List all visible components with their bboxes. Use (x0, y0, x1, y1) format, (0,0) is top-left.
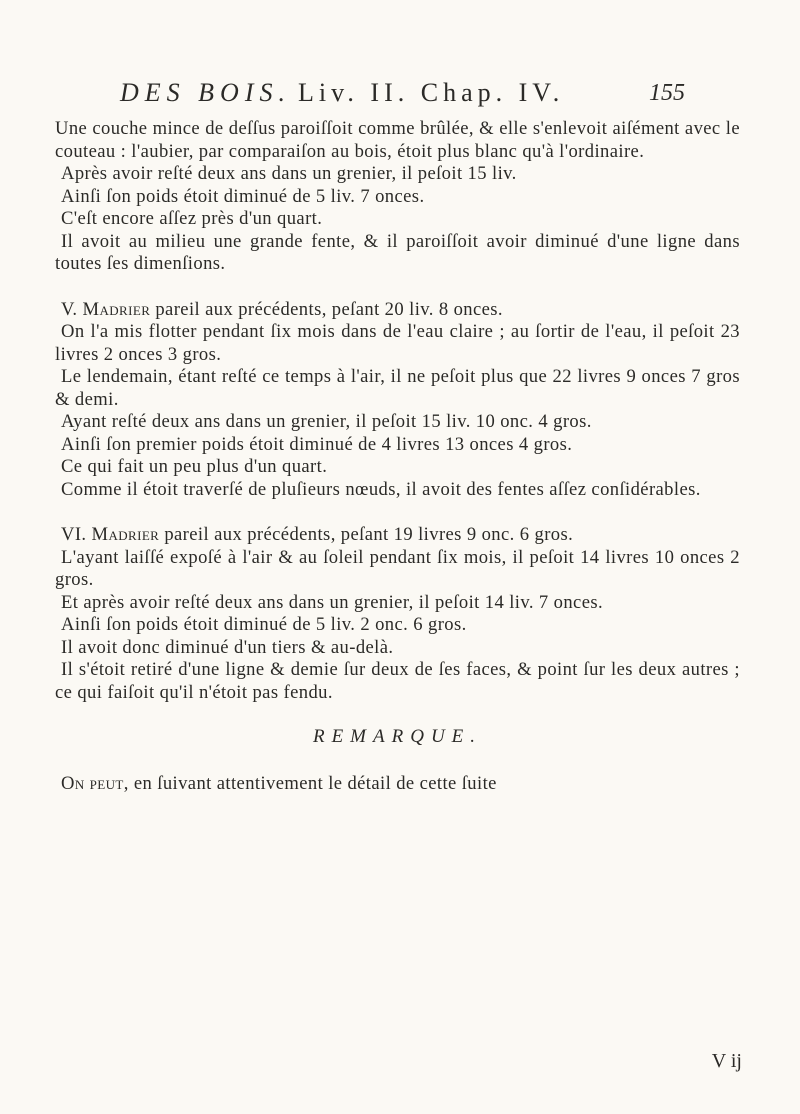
paragraph: Une couche mince de deſſus paroiſſoit comme brûlée, & elle s'enlevoit aiſément avec le couteau : l'aubier, par comparaiſon au bois, étoit plus blanc qu'à l'ordinaire. (55, 118, 740, 162)
section-vi-intro-text: pareil aux précédents, peſant 19 livres 9 onc. 6 gros. (164, 524, 574, 545)
running-head-title: DES BOIS. (120, 78, 291, 107)
section-vi-keyword: Madrier (91, 524, 160, 545)
page-number: 155 (649, 80, 685, 106)
paragraph: C'eſt encore aſſez près d'un quart. (61, 208, 323, 229)
section-v-line: Comme il étoit traverſé de pluſieurs nœuds, il avoit des fentes aſſez conſidérables. (61, 478, 701, 500)
section-gap (55, 501, 740, 524)
section-vi-line: Ainſi ſon poids étoit diminué de 5 liv. 2 onc. 6 gros. (61, 614, 467, 635)
section-vi-line: Il s'étoit retiré d'une ligne & demie ſur deux de ſes faces, & point ſur les deux autres ; ce qui faiſoit qu'il n'étoit pas fendu. (55, 659, 740, 703)
section-v-number: V. (61, 298, 78, 320)
section-v-line: On l'a mis flotter pendant ſix mois dans de l'eau claire ; au ſortir de l'eau, il peſoit 23 livres 2 onces 3 gros. (55, 321, 740, 365)
section-vi-line: L'ayant laiſſé expoſé à l'air & au ſoleil pendant ſix mois, il peſoit 14 livres 10 onces 2 gros. (55, 546, 740, 590)
section-vi-number: VI. (61, 524, 87, 545)
section-v-intro (55, 299, 740, 322)
section-vi-line: Il avoit donc diminué d'un tiers & au-delà. (61, 636, 394, 658)
section-vi-intro (55, 524, 740, 547)
paragraph: Ainſi ſon poids étoit diminué de 5 liv. 7 onces. (61, 185, 425, 207)
section-v-line: Le lendemain, étant reſté ce temps à l'air, il ne peſoit plus que 22 livres 9 onces 7 gros & demi. (55, 366, 740, 410)
section-v-keyword: Madrier (82, 298, 151, 320)
section-vi-line: Et après avoir reſté deux ans dans un grenier, il peſoit 14 liv. 7 onces. (61, 591, 604, 613)
section-v-line: Ce qui fait un peu plus d'un quart. (61, 456, 328, 477)
signature-mark: V ij (711, 1050, 742, 1072)
remark-heading: REMARQUE. (312, 726, 483, 747)
remark-body: , en ſuivant attentivement le détail de cette ſuite (123, 772, 497, 794)
running-head-chapter: Liv. II. Chap. IV. (298, 78, 565, 107)
remark-lead: On peut (61, 772, 124, 794)
section-v-line: Ayant reſté deux ans dans un grenier, il peſoit 15 liv. 10 onc. 4 gros. (61, 411, 592, 432)
section-v-intro-text: pareil aux précédents, peſant 20 liv. 8 onces. (155, 298, 503, 320)
body-text (55, 118, 740, 795)
section-gap (55, 276, 740, 299)
section-v-line: Ainſi ſon premier poids étoit diminué de 4 livres 13 onces 4 gros. (61, 433, 573, 455)
running-head (120, 78, 685, 112)
paragraph: Il avoit au milieu une grande fente, & il paroiſſoit avoir diminué d'une ligne dans toutes ſes dimenſions. (55, 230, 740, 274)
paragraph: Après avoir reſté deux ans dans un grenier, il peſoit 15 liv. (61, 163, 517, 184)
remark-text (55, 773, 740, 796)
